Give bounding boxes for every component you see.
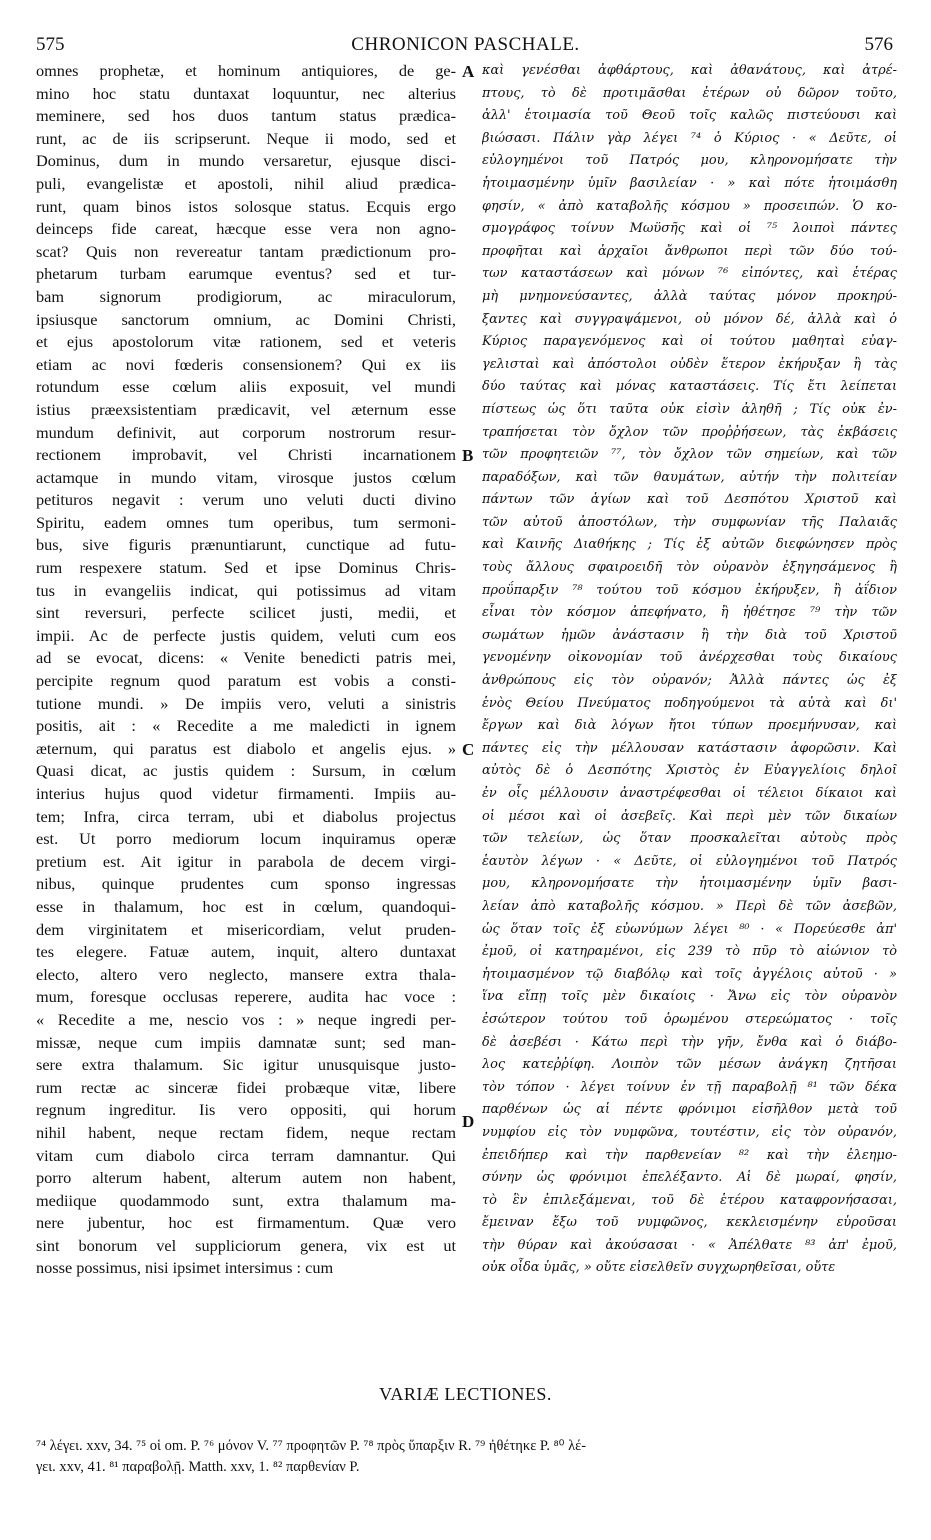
greek-text-line: τὸν τόπον · λέγει τοίνυν ἐν τῇ παραβολῇ ⁸¹ τῶν δέκα <box>482 1079 897 1095</box>
greek-text-line: λείαν ἀπὸ καταβολῆς κόσμου. » Περὶ δὲ τῶν ἀσεβῶν, <box>482 898 897 914</box>
greek-text-line: φησίν, « ἀπὸ καταβολῆς κόσμου » προσειπών. Ὁ κο- <box>482 198 897 214</box>
latin-text-line: « Recedite a me, nescio vos : » neque ingredi per- <box>36 1009 456 1029</box>
latin-text-line: missæ, neque cum impiis damnatæ sunt; sed man- <box>36 1032 456 1052</box>
page-title: CHRONICON PASCHALE. <box>351 34 580 55</box>
latin-text-line: percipite regnum quod paratum est vobis a consti- <box>36 671 456 691</box>
greek-text-line: εὐλογημένοι τοῦ Πατρός μου, κληρονομήσατε τὴν <box>482 153 897 169</box>
greek-text-line: γελισταὶ καὶ ἀπόστολοι οὐδὲν ἕτερον ἐκήρυξαν ἢ τὰς <box>482 356 897 372</box>
latin-text-line: est. Ut porro mediorum locum inquiramus operæ <box>36 829 456 849</box>
greek-text-line: οἱ μέσοι καὶ οἱ ἀσεβεῖς. Καὶ περὶ μὲν τῶν δικαίων <box>482 808 897 824</box>
page-number-left: 575 <box>36 34 65 55</box>
footnote-line: ⁷⁴ λέγει. xxv, 34. ⁷⁵ οἱ om. P. ⁷⁶ μόνον V. ⁷⁷ προφητῶν P. ⁷⁸ πρὸς ὕπαρξιν R. ⁷⁹ ἠθέτηκε P. ⁸⁰ λέ- <box>36 1438 587 1454</box>
latin-text-line: etiam ac novi fœderis consensionem? Qui ex iis <box>36 354 456 374</box>
latin-text-line: puli, evangelistæ et apostoli, nihil aliud prædica- <box>36 173 456 193</box>
greek-text-line: πάντων τῶν ἁγίων καὶ τοῦ Δεσπότου Χριστοῦ καὶ <box>482 492 897 508</box>
latin-text-line: bus, sive figuris prænuntiarunt, cunctique ad futu- <box>36 535 456 555</box>
greek-text-line: αὐτὸς δὲ ὁ Δεσπότης Χριστὸς ἐν Εὐαγγελίοις δηλοῖ <box>482 763 897 779</box>
greek-text-line: τὴν θύραν καὶ ἀκούσασαι · « Ἀπέλθατε ⁸³ ἀπ' ἐμοῦ, <box>482 1237 897 1253</box>
latin-text-line: tes elegere. Fatuæ autem, inquit, altero duntaxat <box>36 942 456 962</box>
latin-text-line: ad se evocat, dicens: « Venite benedicti patris mei, <box>36 648 456 668</box>
latin-text-line: deinceps fide careat, hæcque esse vera non agno- <box>36 219 456 239</box>
greek-text-line: Κύριος παραγενόμενος καὶ οἱ τούτου μαθηταὶ εὐαγ- <box>482 334 897 350</box>
greek-text-line: ἑνὸς Θείου Πνεύματος ποδηγούμενοι τὰ αὐτὰ καὶ δι' <box>482 695 897 711</box>
greek-text-line: μου, κληρονομήσατε τὴν ἡτοιμασμένην ὑμῖν βασι- <box>482 876 897 892</box>
latin-text-line: sere extra thalamum. Sic igitur unusquisque justo- <box>36 1055 456 1075</box>
greek-text-line: νυμφίου εἰς τὸν νυμφῶνα, τουτέστιν, εἰς τὸν οὐρανόν, <box>482 1124 897 1140</box>
greek-text-line: δὲ ἀσεβέσι · Κάτω περὶ τὴν γῆν, ἔνθα καὶ ὁ διάβο- <box>482 1034 897 1050</box>
latin-text-line: sint reversuri, perfecte scilicet justi, medii, et <box>36 603 456 623</box>
latin-text-line: tutione mundi. » De impiis vero, veluti a sinistris <box>36 693 456 713</box>
latin-text-line: mum, foresque occlusas reperere, audita hac voce : <box>36 987 456 1007</box>
greek-text-line: μὴ μνημονεύσαντες, ἀλλὰ ταύτας μόνον προκηρύ- <box>482 288 897 304</box>
latin-text-line: Spiritu, eadem omnes tum operibus, tum sermoni- <box>36 512 456 532</box>
greek-text-line: τὸ ἓν ἐπιλεξάμεναι, τοῦ δὲ ἑτέρου καταφρονήσασαι, <box>482 1192 897 1208</box>
greek-column <box>482 60 897 1280</box>
greek-text-line: ἡτοιμασμένον τῷ διαβόλῳ καὶ τοῖς ἀγγέλοις αὐτοῦ · » <box>482 966 897 982</box>
latin-text-line: esse in thalamum, hoc est in cœlum, quandoqui- <box>36 896 456 916</box>
greek-text-line: ἔργων καὶ διὰ λόγων ἤτοι τύπων προεμήνυσαν, καὶ <box>482 718 897 734</box>
latin-text-line: nibus, quinque prudentes cum sponso ingressas <box>36 874 456 894</box>
latin-text-line: Quasi dicat, ac justis quidem : Sursum, in cœlum <box>36 761 456 781</box>
latin-text-line: regnum ingreditur. Iis vero oppositi, qui horum <box>36 1100 456 1120</box>
latin-text-line: ipsiusque sanctorum omnium, ac Domini Christi, <box>36 309 456 329</box>
greek-text-line: λος κατεῤῥίφη. Λοιπὸν τῶν μέσων ἀνάγκη ζητῆσαι <box>482 1057 897 1073</box>
latin-text-line: istius præexsistentiam prædicavit, vel æternum esse <box>36 399 456 419</box>
margin-letter-a: A <box>462 62 475 81</box>
greek-text-line: τραπήσεται τὸν ὄχλον τῶν προῤῥήσεων, τὰς ἐκβάσεις <box>482 424 897 440</box>
latin-text-line: actamque in mundo vitam, virosque justos cœlum <box>36 467 456 487</box>
latin-text-line: runt, quam binos istos solosque status. Ecquis ergo <box>36 196 456 216</box>
latin-text-line: tus in evangeliis indicat, qui potissimus ad vitam <box>36 580 456 600</box>
greek-text-line: ἵνα εἴπῃ τοῖς μὲν δικαίοις · Ἄνω εἰς τὸν οὐρανὸν <box>482 989 897 1005</box>
latin-text-line: sint bonorum vel suppliciorum genera, vix est ut <box>36 1235 456 1255</box>
latin-text-line: electo, altero vero neglecto, mansere extra thala- <box>36 964 456 984</box>
greek-text-line: οὐκ οἶδα ὑμᾶς, » οὔτε εἰσελθεῖν συγχωρηθεῖσαι, οὔτε <box>482 1260 836 1276</box>
running-header <box>0 34 931 58</box>
greek-text-line: πάντες εἰς τὴν μέλλουσαν κατάστασιν ἀφορῶσιν. Καὶ <box>482 740 897 756</box>
latin-text-line: bam signorum prodigiorum, ac miraculorum, <box>36 286 456 306</box>
margin-letter-c: C <box>462 740 475 759</box>
greek-text-line: τῶν προφητειῶν ⁷⁷, τὸν ὄχλον τῶν σημείων, καὶ τῶν <box>482 447 897 463</box>
latin-text-line: positis, ait : « Recedite a me maledicti in ignem <box>36 716 456 736</box>
greek-text-line: ἐσώτερον τούτου τοῦ ὁρωμένου στερεώματος · τοῖς <box>482 1011 897 1027</box>
latin-text-line: æternum, qui paratus est diabolo et angelis ejus. » <box>36 738 456 758</box>
latin-text-line: meminere, sed hos duos tantum status prædica- <box>36 106 456 126</box>
margin-letter-d: D <box>462 1112 475 1131</box>
greek-text-line: σύνην ὡς φρόνιμοι ἐπελέξαντο. Αἱ δὲ μωραί, φησίν, <box>482 1170 897 1186</box>
greek-text-line: πίστεως ὡς ὅτι ταῦτα οὐκ εἰσὶν ἀληθῆ ; Τίς οὐκ ἐν- <box>482 401 897 417</box>
footnote-line: γει. xxv, 41. ⁸¹ παραβολῇ. Matth. xxv, 1. ⁸² παρθενίαν P. <box>36 1459 360 1475</box>
latin-text-line: runt, ac de iis scripserunt. Neque ii modo, sed et <box>36 128 456 148</box>
greek-text-line: προΰπαρξιν ⁷⁸ τούτου τοῦ κόσμου ἐκήρυξεν, ἢ ἀΐδιον <box>482 582 897 598</box>
greek-text-line: σμογράφος τοίνυν Μωϋσῆς καὶ οἱ ⁷⁵ λοιποὶ πάντες <box>482 221 897 237</box>
footnotes <box>36 1436 896 1478</box>
latin-text-line: vitam cum diabolo circa terram damnantur. Qui <box>36 1145 456 1165</box>
margin-letter-b: B <box>462 446 474 465</box>
greek-text-line: τῶν αὐτοῦ ἀποστόλων, τὴν συμφωνίαν τῆς Παλαιᾶς <box>482 514 897 530</box>
latin-text-line: mino hoc statu duntaxat loquuntur, nec alterius <box>36 83 456 103</box>
greek-text-line: ἀλλ' ἑτοιμασία τοῦ Θεοῦ τοῖς καλῶς πιστεύουσι καὶ <box>482 108 897 124</box>
greek-text-line: ἐμοῦ, οἱ κατηραμένοι, εἰς 239 τὸ πῦρ τὸ αἰώνιον τὸ <box>482 944 897 960</box>
greek-text-line: ἔμειναν ἔξω τοῦ νυμφῶνος, κεκλεισμένην εὑροῦσαι <box>482 1215 897 1231</box>
latin-text-line: omnes prophetæ, et hominum antiquiores, de ge- <box>36 61 456 80</box>
latin-text-line: pretium est. Ait igitur in parabola de decem virgi- <box>36 851 456 871</box>
latin-text-line: rectionem improbavit, vel Christi incarnationem <box>36 445 456 465</box>
greek-text-line: των καταστάσεων καὶ μόνων ⁷⁶ εἰπόντες, καὶ ἑτέρας <box>482 266 897 282</box>
greek-text-line: ὡς ὅταν τοῖς ἐξ εὐωνύμων λέγει ⁸⁰ · « Πορεύεσθε ἀπ' <box>482 921 897 937</box>
greek-text-line: εἶναι τὸν κόσμον ἀπεφήνατο, ἢ ἠθέτησε ⁷⁹ τὴν τῶν <box>482 605 897 621</box>
greek-text-line: ἐπειδήπερ καὶ τὴν παρθενείαν ⁸² καὶ τὴν ἐλεημο- <box>482 1147 897 1163</box>
greek-text-line: γενομένην οἰκονομίαν τοῦ ἀνέρχεσθαι τοὺς δικαίους <box>482 650 897 666</box>
latin-text-line: phetarum turbam earumque eventus? sed et tur- <box>36 264 456 284</box>
latin-text-line: nihil habent, neque rectam fidem, neque rectam <box>36 1122 456 1142</box>
latin-text-line: scat? Quis non revereatur tantam prædictionum pro- <box>36 241 456 261</box>
variae-lectiones-heading: VARIÆ LECTIONES. <box>379 1384 552 1404</box>
latin-text-line: nosse possimus, nisi ipsimet intersimus : cum <box>36 1258 334 1278</box>
latin-text-line: mediique quodammodo sunt, extra thalamum ma- <box>36 1190 456 1210</box>
greek-text-line: παραδόξων, καὶ τῶν θαυμάτων, αὐτήν τὴν πολιτείαν <box>482 469 897 485</box>
greek-text-line: τῶν τελείων, ὡς ὅταν προσκαλεῖται αὐτοὺς πρὸς <box>482 831 897 847</box>
latin-text-line: et ejus apostolorum vitæ rationem, sed et veteris <box>36 332 456 352</box>
page-number-right: 576 <box>864 34 893 55</box>
latin-text-line: tem; Infra, circa terram, ubi et diabolus projectus <box>36 806 456 826</box>
greek-text-line: σωμάτων ἡμῶν ἀνάστασιν ἢ τὴν διὰ τοῦ Χριστοῦ <box>482 627 897 643</box>
latin-column <box>36 60 456 1280</box>
greek-text-line: προφῆται καὶ ἀρχαῖοι ἄνθρωποι περὶ τῶν δύο τού- <box>482 243 897 259</box>
latin-text-line: nere jubentur, hoc est firmamentum. Quæ vero <box>36 1213 456 1233</box>
latin-text-line: petituros negavit : verum uno veluti ducti divino <box>36 490 456 510</box>
greek-text-line: βιώσασι. Πάλιν γὰρ λέγει ⁷⁴ ὁ Κύριος · « Δεῦτε, οἱ <box>482 130 897 146</box>
greek-text-line: ἐν οἷς μέλλουσιν ἀναστρέφεσθαι οἱ τέλειοι δίκαιοι καὶ <box>482 786 897 801</box>
greek-text-line: ξαντες καὶ συγγραψάμενοι, οὐ μόνον δέ, ἀλλὰ καὶ ὁ <box>482 311 897 327</box>
latin-text-line: rotundum esse cœlum aliis exposuit, vel mundi <box>36 377 456 397</box>
greek-text-line: τοὺς ἄλλους σφαιροειδῆ τὸν οὐρανὸν ἐξηγησάμενος ἢ <box>482 560 897 576</box>
latin-text-line: impii. Ac de perfecte justis quidem, veluti cum eos <box>36 625 456 645</box>
latin-text-line: interius hujus quod videtur firmamenti. Impiis au- <box>36 784 456 803</box>
greek-text-line: ἀνθρώπους εἰς τὸν οὐρανόν; Ἀλλὰ πάντες ὡς ἐξ <box>482 673 897 689</box>
latin-text-line: Dominus, dum in mundo versaretur, ejusque disci- <box>36 151 456 171</box>
greek-text-line: πτους, τὸ δὲ προτιμᾶσθαι ἑτέρων οὐ δῶρον τοῦτο, <box>482 85 897 101</box>
latin-text-line: rum respexere statum. Sed et ipse Dominus Chris- <box>36 558 456 578</box>
greek-text-line: ἑαυτὸν λέγων · « Δεῦτε, οἱ εὐλογημένοι τοῦ Πατρός <box>482 853 897 869</box>
greek-text-line: παρθένων ὡς αἱ πέντε φρόνιμοι εἰσῆλθον μετὰ τοῦ <box>482 1102 897 1118</box>
latin-text-line: rum rectæ ac sinceræ fidei probæque vitæ, libere <box>36 1077 456 1097</box>
latin-text-line: dem virginitatem et misericordiam, velut pruden- <box>36 919 456 939</box>
greek-text-line: ἡτοιμασμένην ὑμῖν βασιλείαν · » καὶ πότε ἡτοιμάσθη <box>482 175 897 191</box>
latin-text-line: porro alterum habent, alterum autem non habent, <box>36 1168 456 1188</box>
greek-text-line: καὶ Καινῆς Διαθήκης ; Τίς ἐξ αὐτῶν διεφώνησεν πρὸς <box>482 537 897 553</box>
greek-text-line: καὶ γενέσθαι ἀφθάρτους, καὶ ἀθανάτους, καὶ ἀτρέ- <box>482 63 897 78</box>
latin-text-line: mundum definivit, aut corporum nostrorum resur- <box>36 422 456 442</box>
greek-text-line: δύο ταύτας καὶ μόνας καταστάσεις. Τίς ἔτι λείπεται <box>482 379 897 395</box>
